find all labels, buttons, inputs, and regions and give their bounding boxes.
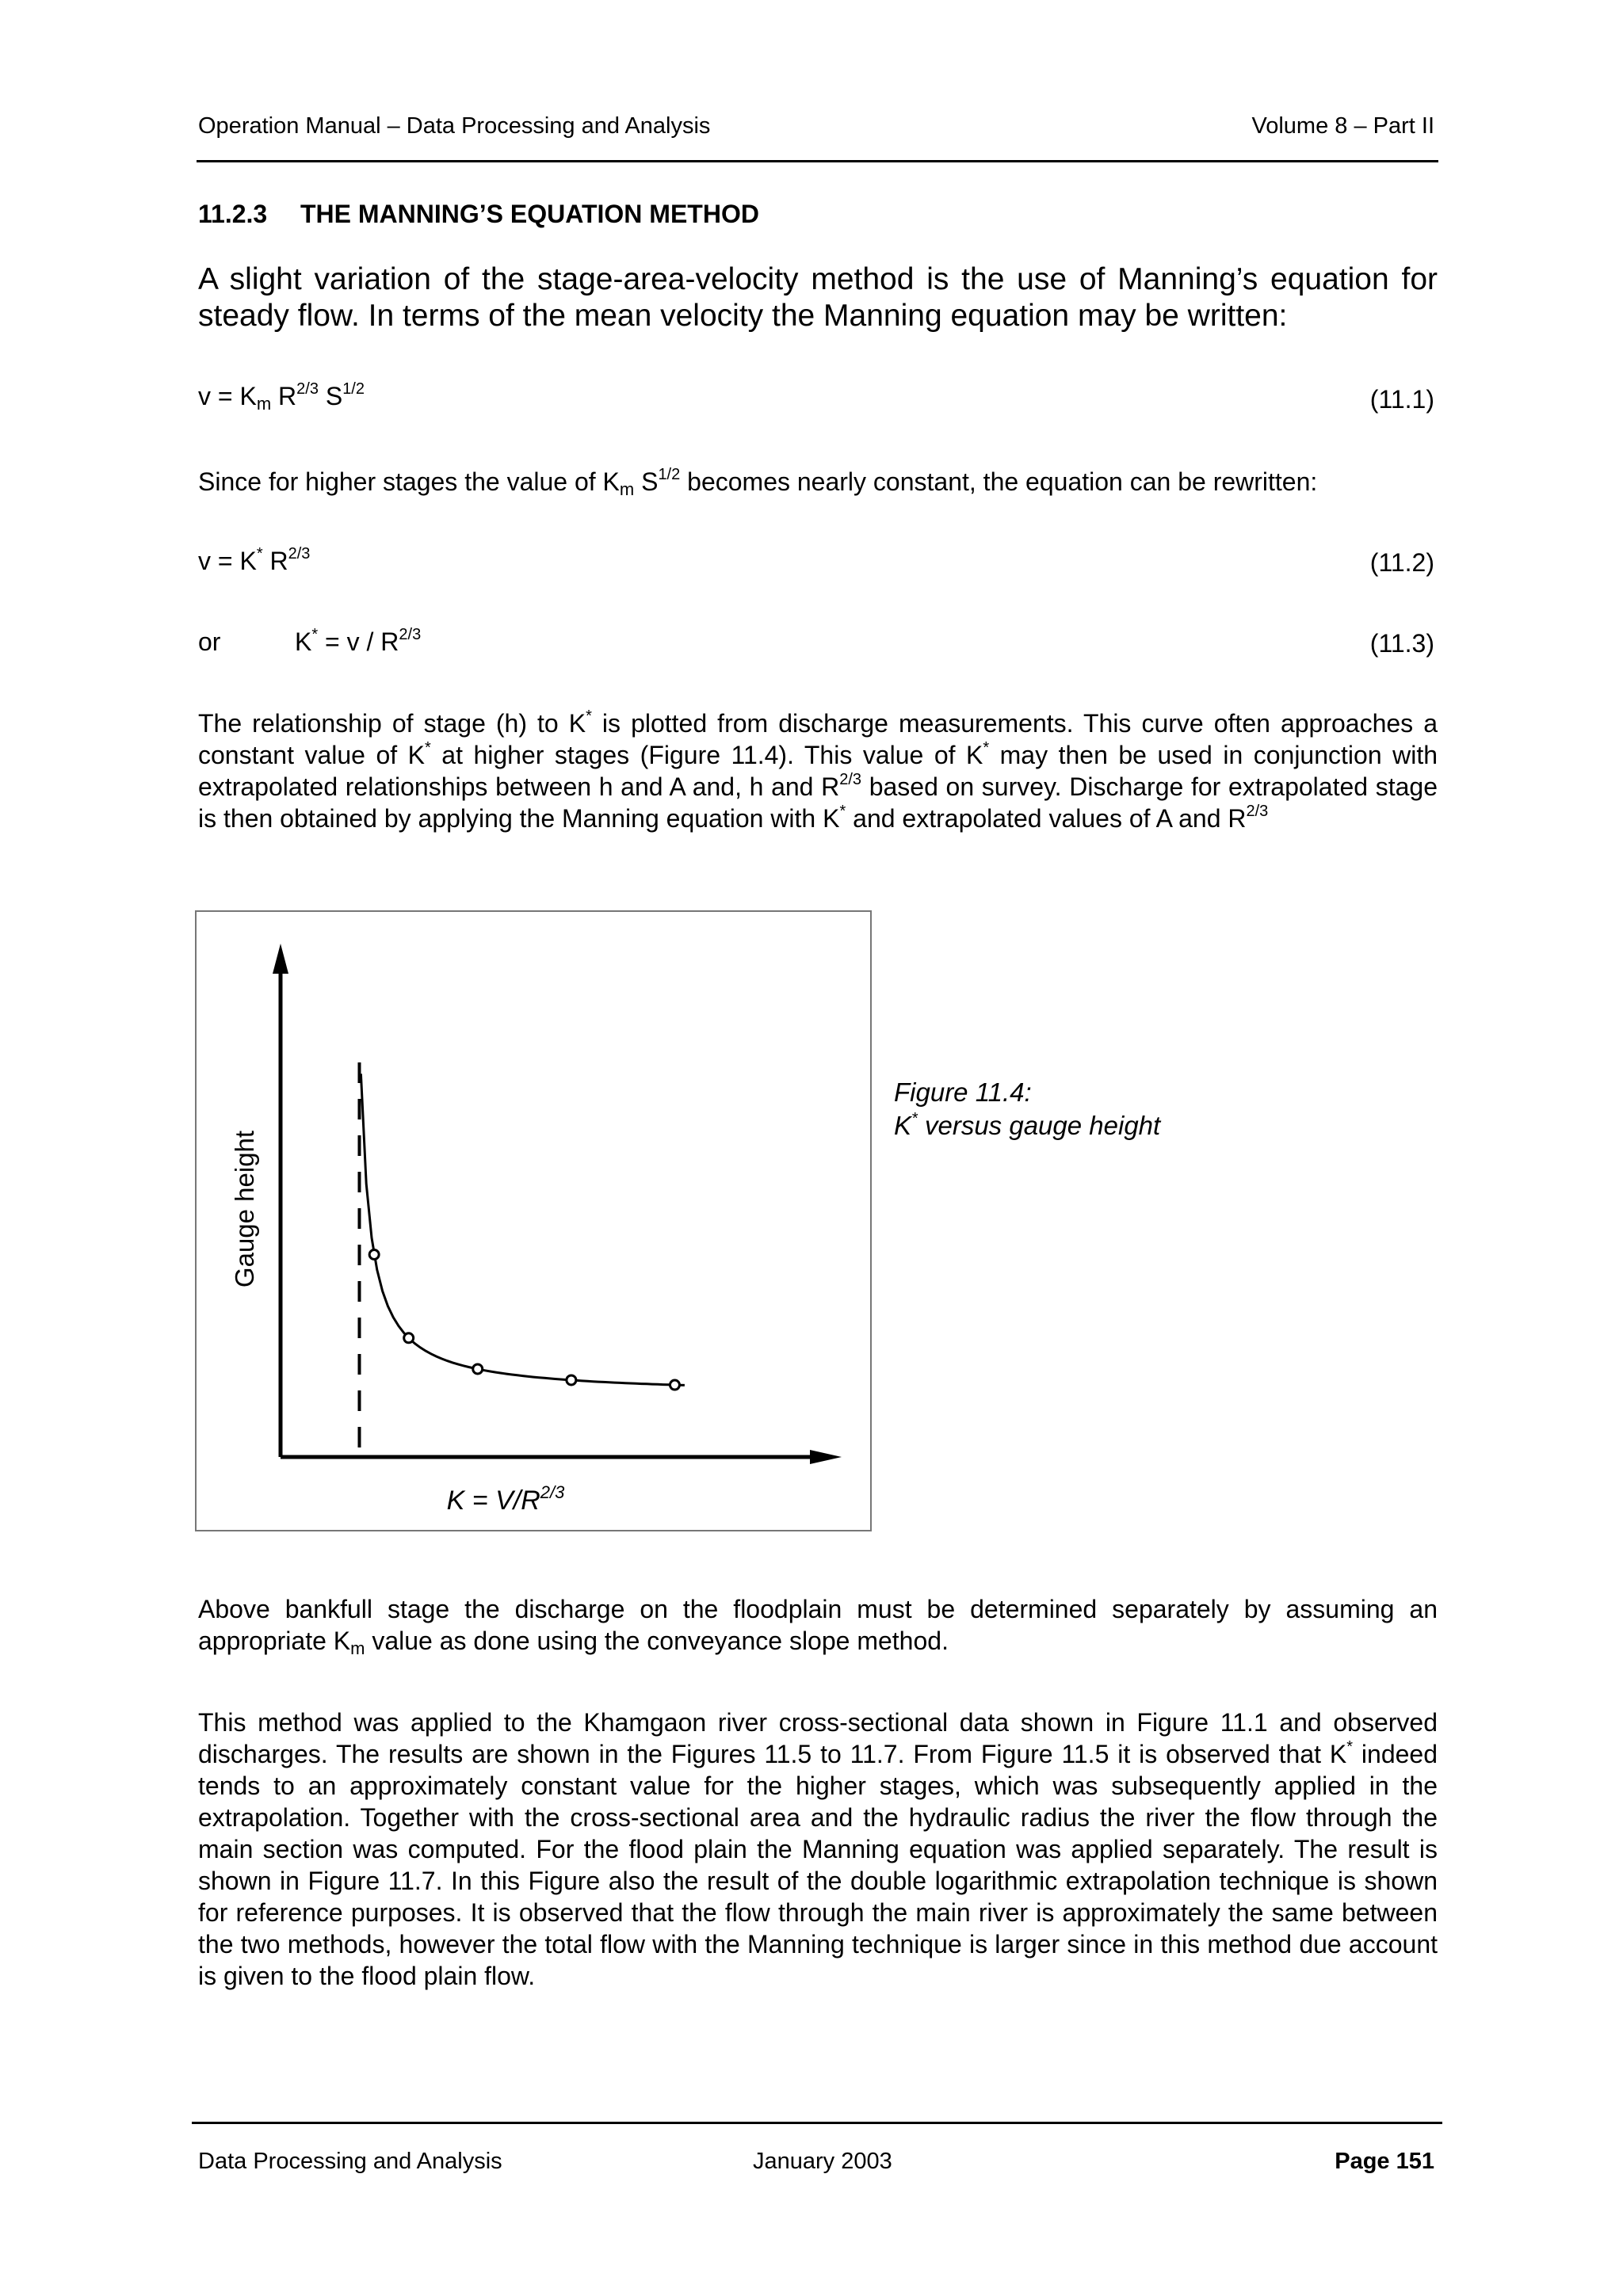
data-point — [670, 1380, 679, 1390]
x-axis-arrow — [810, 1450, 842, 1464]
figure-caption — [894, 1076, 1160, 1142]
data-point — [404, 1333, 414, 1343]
footer-page-number: Page 151 — [1335, 2149, 1434, 2174]
x-axis-label: $K = V/R^{2/3}$ — [446, 1482, 565, 1516]
equation-number-11-2: (11.2) — [1369, 548, 1434, 577]
since-paragraph: Since for higher stages the value of $K_m$ $S^{1/2}$ becomes nearly constant, the equation can be rewritten: — [198, 466, 1318, 499]
paragraph-khamgaon: This method was applied to the Khamgaon river cross-sectional data shown in Figure 11.1 and observed discharges. The results are shown in the Figures 11.5 to 11.7. From Figure 11.5 it is observed that K* indeed tends to an approximately constant value for the higher stages, which was subsequently applied in the extrapolation. Together with the cross-sectional area and the hydraulic radius the river the flow through the main section was computed. For the flood plain the Manning equation was applied separately. The result is shown in Figure 11.7. In this Figure also the result of the double logarithmic extrapolation technique is shown for reference purposes. It is observed that the flow through the main river is approximately the same between the two methods, however the total flow with the Manning technique is larger since in this method due account is given to the flood plain flow. — [198, 1708, 1438, 1990]
header-volume: Volume 8 – Part II — [1251, 113, 1434, 139]
equation-11-3: $K^* = v / R^{2/3}$ — [295, 626, 422, 656]
section-title: THE MANNING’S EQUATION METHOD — [300, 200, 759, 228]
footer-left: Data Processing and Analysis — [198, 2149, 502, 2174]
section-heading — [198, 200, 759, 229]
data-point — [369, 1250, 379, 1260]
data-point — [473, 1364, 483, 1374]
data-point — [567, 1375, 576, 1385]
equation-11-1: $v = K_m$ $R^{2/3}$ $S^{1/2}$ — [198, 380, 365, 414]
data-points — [369, 1250, 679, 1390]
equation-number-11-1: (11.1) — [1369, 385, 1434, 414]
intro-paragraph: A slight variation of the stage-area-velocity method is the use of Manning’s equation for steady flow. In terms of the mean velocity the Manning equation may be written: — [198, 262, 1438, 333]
equation-or-label: or — [198, 627, 221, 656]
figure-11-4 — [195, 910, 872, 1531]
section-number: 11.2.3 — [198, 200, 268, 228]
header-rule — [197, 160, 1438, 162]
paragraph-relationship: The relationship of stage (h) to K* is plotted from discharge measurements. This curve often approaches a constant value of K* at higher stages (Figure 11.4). This value of K* may then be used in conjunction with extrapolated relationships between h and A and, h and $R^{2/3}$ based on survey. Discharge for extrapolated stage is then obtained by applying the Manning equation with K* and extrapolated values of A and $R^{2/3}$ — [198, 707, 1438, 833]
equation-number-11-3: (11.3) — [1369, 629, 1434, 658]
header-title: Operation Manual – Data Processing and Analysis — [198, 113, 711, 139]
equation-11-2: v = K* $R^{2/3}$ — [198, 545, 311, 575]
footer-rule — [192, 2122, 1442, 2124]
y-axis-label: Gauge height — [230, 1130, 259, 1288]
caption-line-1: Figure 11.4: — [894, 1077, 1032, 1107]
y-axis-arrow — [273, 944, 288, 974]
paragraph-bankfull: Above bankfull stage the discharge on the floodplain must be determined separately by assuming an appropriate $K_m$ value as done using the conveyance slope method. — [198, 1595, 1438, 1658]
caption-line-2: K* versus gauge height — [894, 1110, 1161, 1140]
footer-date: January 2003 — [753, 2149, 892, 2174]
figure-chart — [197, 912, 870, 1530]
